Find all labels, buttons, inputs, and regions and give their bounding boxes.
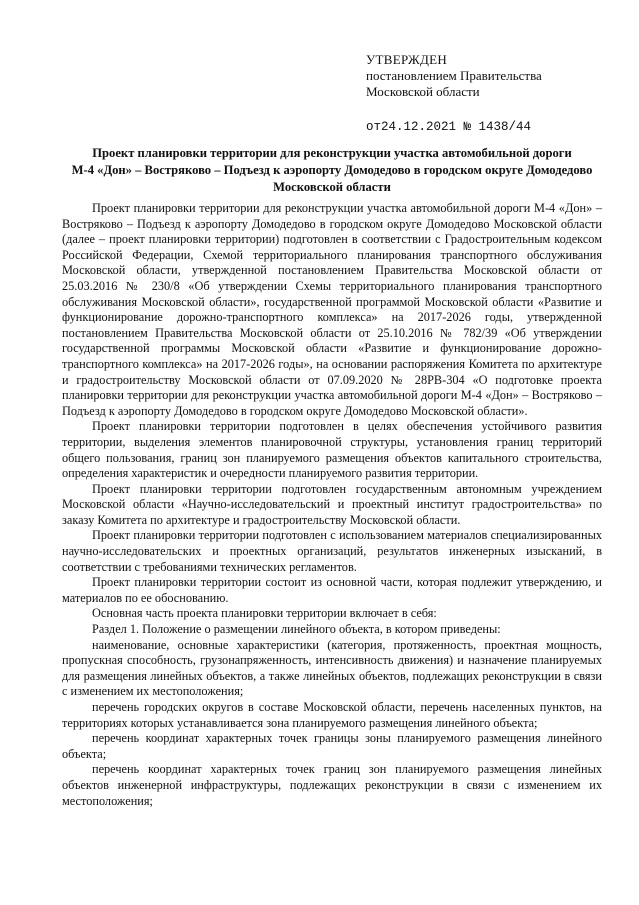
paragraph: Проект планировки территории для реконструкции участка автомобильной дороги М-4 «Дон» – Востряково – Подъезд к аэропорту Домодедово в городском округе Домодедово Московской области (далее – проект планировки территории) подготовлен в соответствии с Градостроительным кодексом Российской Федерации, Схемой территориального планирования транспортного обслуживания Московской области, утвержденной постановлением Правительства Московской области от 25.03.2016 № 230/8 «Об утверждении Схемы территориального планирования транспортного обслуживания Московской области», государственной программой Московской области «Развитие и функционирование дорожно-транспортного комплекса» на 2017-2026 годы, утвержденной постановлением Правительства Московской области от 25.10.2016 № 782/39 «Об утверждении государственной программы Московской области «Развитие и функционирование дорожно-транспортного комплекса» на 2017-2026 годы», на основании распоряжения Комитета по архитектуре и градостроительству Московской области от 07.09.2020 № 28РВ-304 «О подготовке проекта планировки территории для реконструкции участка автомобильной дороги М-4 «Дон» – Востряково – Подъезд к аэропорту Домодедово в городском округе Домодедово Московской области».	[62, 201, 602, 418]
paragraph: Проект планировки территории подготовлен государственным автономным учреждением Московской области «Научно-исследовательский и проектный институт градостроительства» по заказу Комитета по архитектуре и градостроительству Московской области.	[62, 481, 602, 527]
paragraph: Проект планировки территории подготовлен в целях обеспечения устойчивого развития территории, выделения элементов планировочной структуры, установления границ территорий общего пользования, границ зон планируемого размещения объектов капитального строительства, определения характеристик и очередности планируемого развития территории.	[62, 419, 602, 481]
paragraph: перечень координат характерных точек границы зоны планируемого размещения линейного объекта;	[62, 731, 602, 761]
paragraph: Основная часть проекта планировки территории включает в себя:	[92, 606, 437, 621]
paragraph: наименование, основные характеристики (категория, протяженность, проектная мощность, пропускная способность, грузонапряженность, интенсивность движения) и назначение планируемых для размещения линейных объектов, а также линейных объектов, подлежащих реконструкции в связи с изменением их местоположения;	[62, 637, 602, 699]
paragraph: Раздел 1. Положение о размещении линейного объекта, в котором приведены:	[92, 622, 501, 637]
approval-line-2: Московской области	[366, 84, 480, 99]
paragraph: Проект планировки территории состоит из основной части, которая подлежит утверждению, и материалов по ее обоснованию.	[62, 575, 602, 605]
title-line-3: Московской области	[273, 180, 391, 194]
paragraph: перечень координат характерных точек границ зон планируемого размещения линейных объектов инженерной инфраструктуры, подлежащих реконструкции в связи с изменением их местоположения;	[62, 762, 602, 808]
title-line-2: М-4 «Дон» – Востряково – Подъезд к аэропорту Домодедово в городском округе Домодедово	[71, 163, 593, 177]
approval-heading: УТВЕРЖДЕН	[366, 52, 448, 67]
title-line-1: Проект планировки территории для реконструкции участка автомобильной дороги	[92, 146, 572, 160]
approval-date: от24.12.2021 № 1438/44	[366, 120, 532, 134]
paragraph: перечень городских округов в составе Московской области, перечень населенных пунктов, на территориях которых устанавливается зона планируемого размещения линейного объекта;	[62, 700, 602, 730]
document-body	[62, 201, 602, 809]
document-title	[55, 145, 609, 196]
approval-line-1: постановлением Правительства	[366, 68, 542, 83]
approval-block	[366, 52, 542, 135]
paragraph: Проект планировки территории подготовлен с использованием материалов специализированных научно-исследовательских и проектных организаций, результатов инженерных изысканий, в соответствии с требованиями технических регламентов.	[62, 528, 602, 574]
